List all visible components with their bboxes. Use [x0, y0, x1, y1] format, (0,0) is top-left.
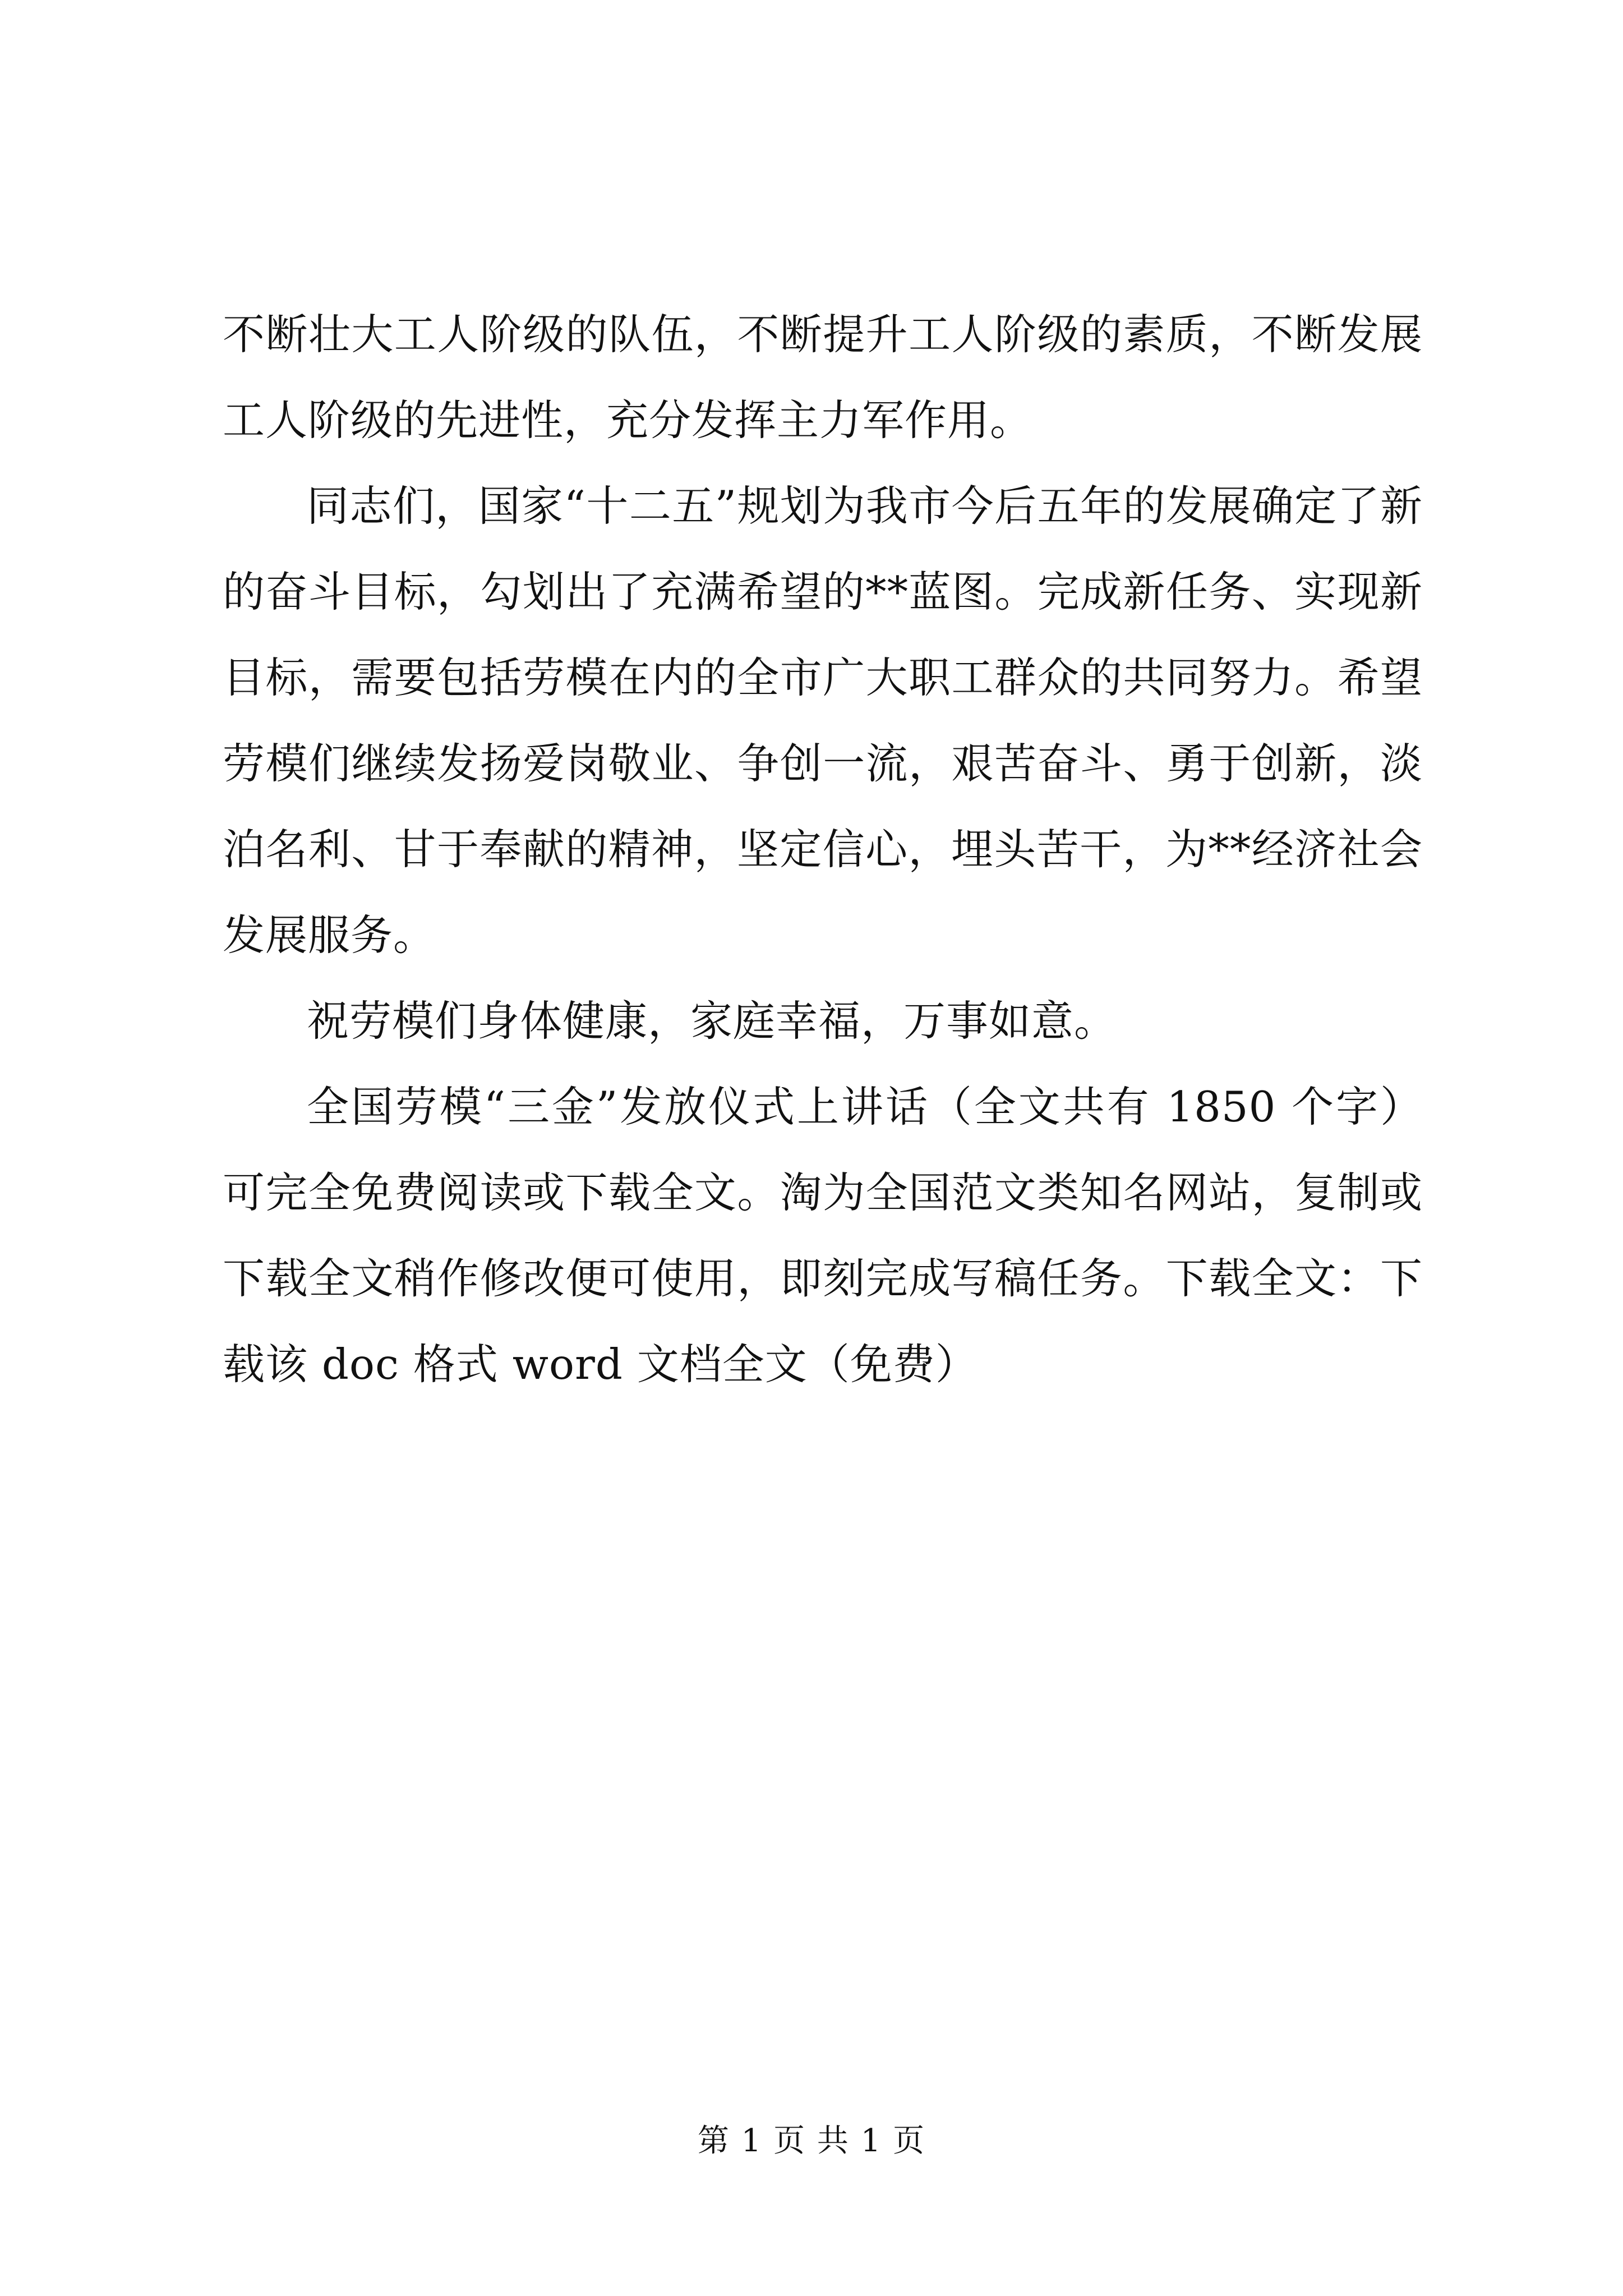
paragraph-download-note: 全国劳模“三金”发放仪式上讲话（全文共有 1850 个字）可完全免费阅读或下载全文。淘为全国范文类知名网站，复制或下载全文稍作修改便可使用，即刻完成写稿任务。下载全文：下载该 doc 格式 word 文档全文（免费） — [223, 1082, 1423, 1389]
page-footer: 第 1 页 共 1 页 — [697, 2123, 926, 2159]
paragraph-comrades: 同志们，国家“十二五”规划为我市今后五年的发展确定了新的奋斗目标，勾划出了充满希望的**蓝图。完成新任务、实现新目标，需要包括劳模在内的全市广大职工群众的共同努力。希望劳模们继续发扬爱岗敬业、争创一流，艰苦奋斗、勇于创新，淡泊名利、甘于奉献的精神，坚定信心，埋头苦干，为**经济社会发展服务。 — [223, 481, 1423, 960]
paragraph-wishes: 祝劳模们身体健康，家庭幸福，万事如意。 — [307, 996, 1117, 1046]
paragraph-continuation: 不断壮大工人阶级的队伍，不断提升工人阶级的素质，不断发展工人阶级的先进性，充分发挥主力军作用。 — [223, 310, 1423, 445]
document-body — [223, 292, 1423, 1407]
